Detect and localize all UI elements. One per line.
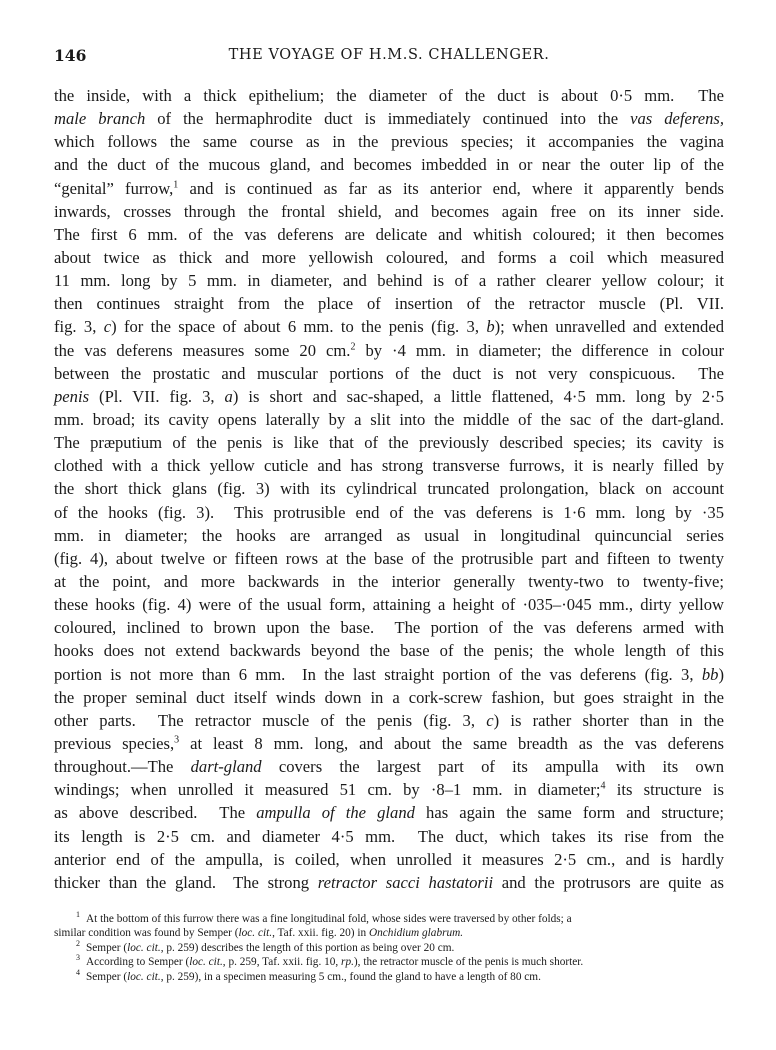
italic-run: male branch (54, 109, 146, 129)
footnote-line (54, 967, 724, 984)
text-run: at least 8 mm. long, and about the same breadth as the vas deferens (179, 733, 724, 753)
text-line (54, 755, 724, 778)
text-line (54, 408, 724, 431)
text-run: hooks does not extend backwards beyond the base of the penis; the whole length of this (54, 641, 724, 661)
italic-run: ampulla of the gland (256, 803, 415, 823)
italic-run: vas deferens, (630, 109, 724, 129)
text-run: throughout.—The (54, 757, 191, 777)
text-line (54, 732, 724, 755)
text-line (54, 825, 724, 848)
text-run: clothed with a thick yellow cuticle and has strong transverse furrows, it is nearly filled by (54, 456, 724, 476)
text-run: portion is not more than 6 mm. In the last straight portion of the vas deferens (fig. 3, (54, 664, 702, 684)
text-line (54, 477, 724, 500)
italic-run: b (486, 317, 495, 337)
italic-run: retractor sacci hastatorii (317, 872, 494, 892)
text-line (54, 663, 724, 686)
text-run: mm. broad; its cavity opens laterally by a slit into the middle of the sac of the dart-gland. (54, 409, 724, 429)
text-line (54, 616, 724, 639)
text-run: ) is rather shorter than in the (493, 710, 724, 730)
text-line (54, 269, 724, 292)
page-number: 146 (54, 46, 87, 65)
text-run: (fig. 4), about twelve or fifteen rows at the base of the protrusible part and fifteen to twenty (54, 548, 724, 568)
text-run: its structure is (605, 780, 725, 800)
text-line (54, 778, 724, 801)
text-line (54, 686, 724, 709)
text-run: thicker than the gland. The strong (54, 872, 318, 892)
text-run: of the hooks (fig. 3). This protrusible end of the vas deferens is 1·6 mm. long by ·35 (54, 502, 724, 522)
text-line (54, 246, 724, 269)
italic-run: bb (701, 664, 719, 684)
text-run: covers the largest part of its ampulla with its own (261, 757, 724, 777)
text-run: and is continued as far as its anterior end, where it apparently bends (178, 178, 724, 198)
text-line (54, 848, 724, 871)
text-line (54, 315, 724, 338)
text-line (54, 801, 724, 824)
text-line (54, 200, 724, 223)
footnote-text: , p. 259) describes the length of this portion as being over 20 cm. (160, 941, 455, 954)
text-run: which follows the same course as in the previous species; it accompanies the vagina (54, 132, 724, 152)
text-run: ); when unravelled and extended (494, 317, 724, 337)
footnote-ref: 2 (350, 341, 356, 353)
running-title: THE VOYAGE OF H.M.S. CHALLENGER. (228, 47, 550, 63)
text-run: these hooks (fig. 4) were of the usual form, attaining a height of ·035–·045 mm., dirty yellow (54, 595, 724, 615)
footnote-ref: 3 (174, 734, 180, 746)
footnote-italic: loc. cit. (189, 956, 223, 969)
footnote-text: Semper ( (86, 970, 128, 983)
italic-run: c (103, 317, 112, 337)
text-line (54, 431, 724, 454)
footnote-text: , p. 259, Taf. xxii. fig. 10, (222, 956, 342, 969)
footnote-line (54, 912, 724, 926)
footnote-text: Semper ( (86, 941, 128, 954)
italic-run: a (224, 386, 233, 406)
text-run: ) for the space of about 6 mm. to the penis (fig. 3, (111, 317, 487, 337)
text-line (54, 177, 724, 200)
text-run: the short thick glans (fig. 3) with its cylindrical truncated prolongation, black on account (54, 479, 724, 499)
text-line (54, 107, 724, 130)
footnote-italic: rp. (341, 956, 354, 969)
footnote-mark: 4 (76, 967, 80, 977)
text-line (54, 362, 724, 385)
footnote-line (54, 926, 724, 940)
text-line (54, 339, 724, 362)
text-run: fig. 3, (54, 317, 104, 337)
text-run: then continues straight from the place of insertion of the retractor muscle (Pl. VII. (54, 294, 724, 314)
text-run: by ·4 mm. in diameter; the difference in colour (355, 340, 724, 360)
footnote-mark: 2 (76, 939, 80, 949)
text-run: about twice as thick and more yellowish coloured, and forms a coil which measured (54, 247, 724, 267)
text-line (54, 593, 724, 616)
text-run: The præputium of the penis is like that of the previously described species; its cavity is (54, 433, 724, 453)
footnote-text: According to Semper ( (86, 956, 190, 969)
text-run: windings; when unrolled it measured 51 cm. by ·8–1 mm. in diameter; (54, 780, 601, 800)
footnote-text: ), the retractor muscle of the penis is much shorter. (353, 956, 584, 969)
text-run: ) is short and sac-shaped, a little flattened, 4·5 mm. long by 2·5 (232, 386, 725, 406)
text-line (54, 709, 724, 732)
text-run: anterior end of the ampulla, is coiled, when unrolled it measures 2·5 cm., and is hardly (54, 849, 724, 869)
text-line (54, 547, 724, 570)
text-run: previous species, (54, 733, 175, 753)
text-line (54, 292, 724, 315)
text-run: and the protrusors are quite as (493, 872, 724, 892)
text-line (54, 385, 724, 408)
text-run: at the point, and more backwards in the interior generally twenty-two to twenty-five; (54, 571, 724, 591)
text-line (54, 84, 724, 107)
text-run: has again the same form and structure; (414, 803, 724, 823)
italic-run: penis (54, 386, 90, 406)
text-line (54, 223, 724, 246)
text-line (54, 501, 724, 524)
page-header (54, 46, 724, 68)
text-run: (Pl. VII. fig. 3, (89, 386, 225, 406)
italic-run: dart-gland (190, 757, 262, 777)
footnotes (54, 912, 724, 984)
text-run: its length is 2·5 cm. and diameter 4·5 mm. The duct, which takes its rise from the (54, 826, 724, 846)
text-run: 11 mm. long by 5 mm. in diameter, and behind is of a rather clearer yellow colour; it (54, 271, 724, 291)
text-run: the inside, with a thick epithelium; the diameter of the duct is about 0·5 mm. The (54, 86, 724, 105)
italic-run: c (486, 710, 494, 730)
text-line (54, 153, 724, 176)
text-line (54, 639, 724, 662)
footnote-mark: 1 (76, 910, 80, 920)
text-run: coloured, inclined to brown upon the base. The portion of the vas deferens armed with (54, 618, 724, 638)
text-run: the proper seminal duct itself winds down in a cork-screw fashion, but goes straight in the (54, 687, 724, 707)
text-run: other parts. The retractor muscle of the penis (fig. 3, (54, 710, 487, 730)
footnote-text: , Taf. xxii. fig. 20) in (272, 927, 369, 940)
text-run: as above described. The (54, 803, 257, 823)
footnote-line (54, 955, 724, 969)
text-run: the vas deferens measures some 20 cm. (54, 340, 351, 360)
footnote-ref: 1 (173, 179, 179, 191)
footnote-italic: loc. cit. (127, 941, 161, 954)
footnote-line (54, 941, 724, 955)
text-run: mm. in diameter; the hooks are arranged as usual in longitudinal quincuncial series (54, 525, 724, 545)
text-line (54, 871, 724, 894)
footnote-text: At the bottom of this furrow there was a fine longitudinal fold, whose sides were traversed by other folds; a (86, 913, 572, 925)
text-line (54, 130, 724, 153)
text-line (54, 570, 724, 593)
text-run: The first 6 mm. of the vas deferens are delicate and whitish coloured; it then becomes (54, 224, 724, 244)
footnote-italic: loc. cit. (127, 970, 161, 983)
text-run: “genital” furrow, (54, 178, 174, 198)
text-run: inwards, crosses through the frontal shield, and becomes again free on its inner side. (54, 201, 724, 221)
text-run: ) (718, 664, 724, 684)
footnote-ref: 4 (600, 780, 606, 792)
footnote-text: similar condition was found by Semper ( (54, 927, 239, 940)
text-line (54, 524, 724, 547)
text-run: and the duct of the mucous gland, and becomes imbedded in or near the outer lip of the (54, 155, 724, 175)
footnote-text: , p. 259), in a specimen measuring 5 cm., found the gland to have a length of 80 cm. (160, 970, 541, 983)
body-text (54, 84, 724, 894)
text-line (54, 454, 724, 477)
text-run: between the prostatic and muscular portions of the duct is not very conspicuous. The (54, 363, 724, 383)
footnote-italic: Onchidium glabrum. (368, 927, 464, 940)
text-run: of the hermaphrodite duct is immediately continued into the (145, 109, 631, 129)
footnote-mark: 3 (76, 953, 80, 963)
footnote-italic: loc. cit. (238, 927, 273, 940)
